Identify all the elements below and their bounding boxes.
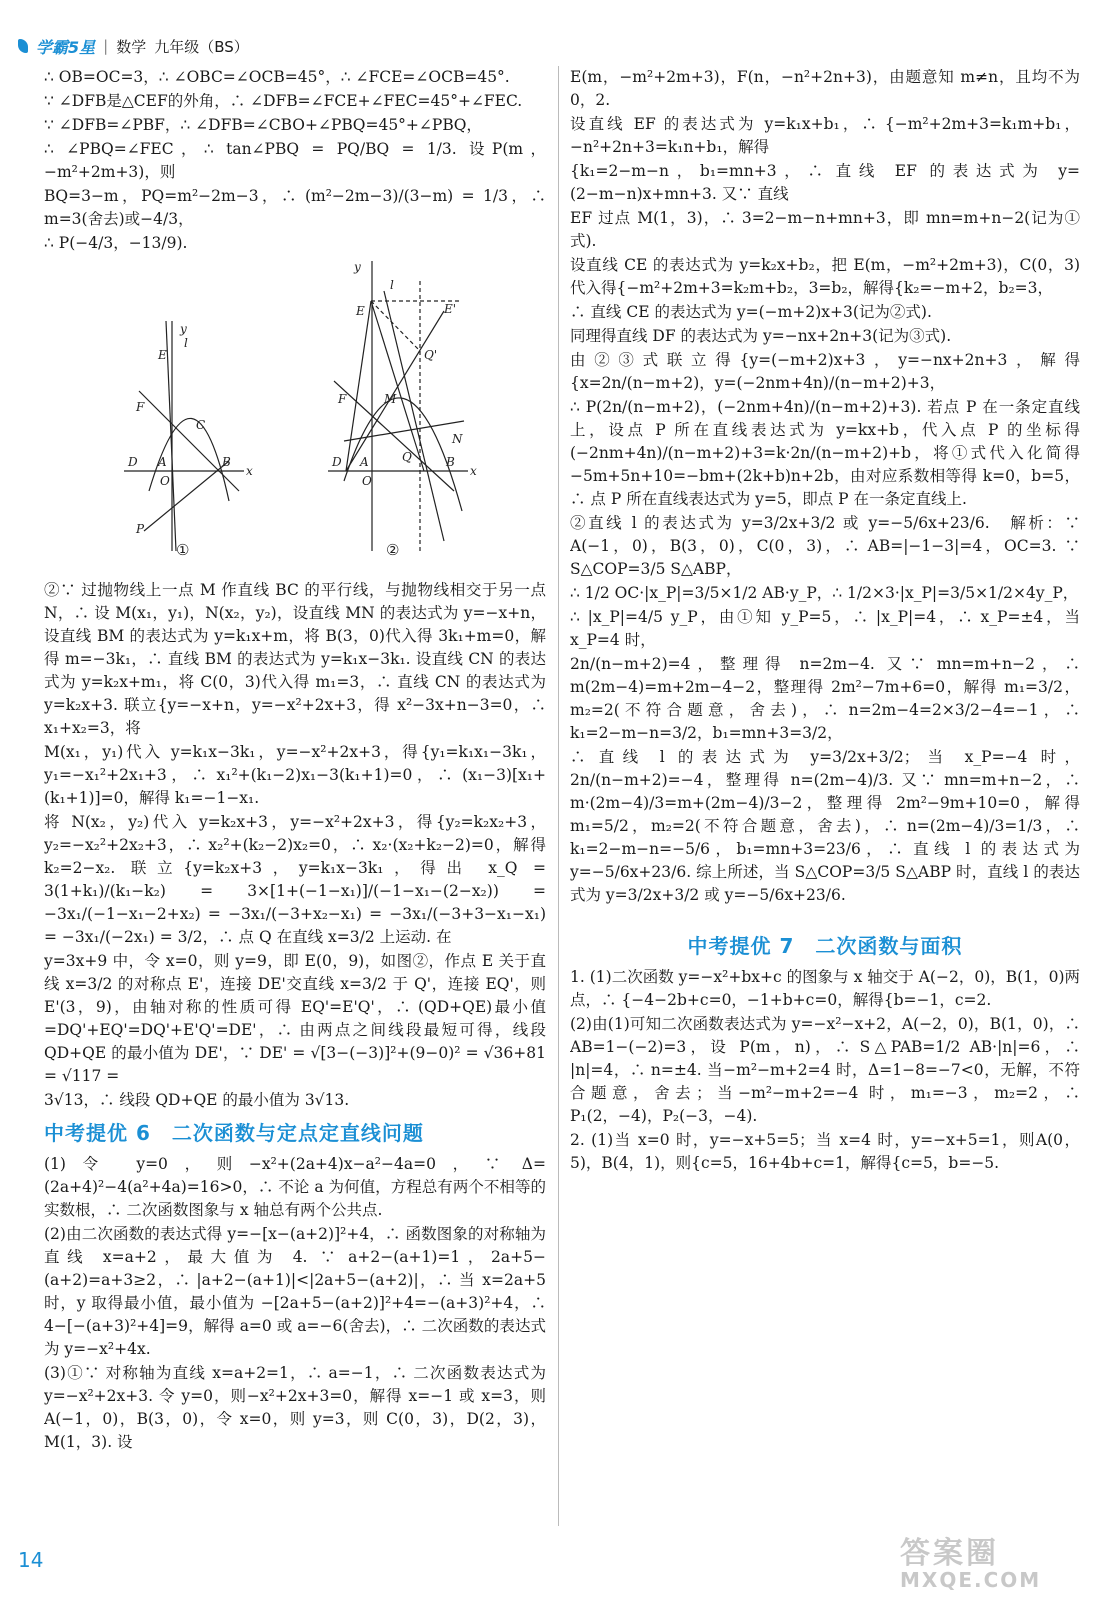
fig2-line-l — [384, 291, 444, 541]
section-7-para: (2)由(1)可知二次函数表达式为 y=−x²−x+2，A(−2，0)，B(1，0)，∴ AB=1−(−2)=3，设 P(m，n)，∴ S△PAB=1/2 AB·|n|=6，∴ |n|=4，∴ n=±4. 当−m²−m+2=4 时，Δ=1−8=−7<0，无解，不符合题意，舍去；当−m²−m+2=−4 时，m₁=−3，m₂=2，∴ P₁(2，−4)，P₂(−3，−4). — [570, 1015, 1080, 1125]
left-column — [44, 66, 546, 1526]
fig2-label: O — [362, 474, 372, 488]
fig2-label: y — [354, 261, 361, 274]
right-line: ∴ |x_P|=4/5 y_P，由①知 y_P=5，∴ |x_P|=4，∴ x_P=±4，当 x_P=4 时， — [570, 608, 1080, 649]
fig2-line — [344, 421, 464, 441]
section-6-para: (3)①∵ 对称轴为直线 x=a+2=1，∴ a=−1，∴ 二次函数表达式为 y=−x²+2x+3. 令 y=0，则−x²+2x+3=0，解得 x=−1 或 x=3，则 A(−1，0)，B(3，0)，令 x=0，则 y=3，则 C(0，3)，D(2，3)，M(1，3). 设 — [44, 1364, 546, 1451]
right-line: 同理得直线 DF 的表达式为 y=−nx+2n+3(记为③式). — [570, 327, 952, 345]
fig1-line-l — [166, 321, 176, 551]
column-divider — [558, 66, 559, 1526]
fig2-label: E' — [444, 302, 457, 316]
left-line: ∴ P(−4/3，−13/9). — [44, 234, 188, 252]
fig2-line — [346, 301, 371, 471]
right-column — [570, 66, 1080, 1526]
section-6-title: 中考提优 6 二次函数与定点定直线问题 — [44, 1121, 424, 1145]
right-line: EF 过点 M(1，3)，∴ 3=2−m−n+mn+3，即 mn=m+n−2(记为①式). — [570, 209, 1080, 250]
left-line: ∴ ∠PBQ=∠FEC，∴ tan∠PBQ = PQ/BQ = 1/3. 设P(m，−m²+2m+3)，则 — [44, 140, 546, 181]
figure-diagrams — [84, 261, 484, 561]
left-line: 3√13，∴ 线段 QD+QE 的最小值为 3√13. — [44, 1091, 350, 1109]
right-line: ∴ P(2n/(n−m+2)，(−2nm+4n)/(n−m+2)+3). 若点 P 在一条定直线上，设点 P 所在直线表达式为 y=kx+b，代入点 P 的坐标得 (−2nm+4n)/(n−m+2)+3=k·2n/(n−m+2)+b，将①式代入化简得−5m+5n+10=−bm+(2k+b)n+2b，由对应系数相等得 k=0，b=5，∴ 点 P 所在直线表达式为 y=5，即点 P 在一条定直线上. — [570, 398, 1080, 508]
left-line: BQ=3−m，PQ=m²−2m−3，∴ (m²−2m−3)/(3−m) = 1/3，∴ m=3(舍去)或−4/3， — [44, 187, 546, 228]
fig1-label: x — [246, 464, 253, 478]
fig1-label: O — [160, 474, 170, 488]
page-header — [18, 34, 249, 58]
fig1-label: C — [196, 418, 206, 432]
fig2-label: B — [446, 455, 455, 469]
fig1-caption: ① — [176, 541, 190, 559]
section-6-para: (1)令 y=0，则−x²+(2a+4)x−a²−4a=0，∵ Δ=(2a+4)²−4(a²+4a)=16>0，∴ 不论 a 为何值，方程总有两个不相等的实数根，∴ 二次函数图象与 x 轴总有两个公共点. — [44, 1155, 546, 1219]
fig1-label: F — [136, 400, 145, 414]
right-line: ∴ 直线 l 的表达式为 y=3/2x+3/2；当 x_P=−4 时，2n/(n−m+2)=−4，整理得 n=(2m−4)/3. 又∵ mn=m+n−2，∴ m·(2m−4)/3=m+(2m−4)/3−2，整理得 2m²−9m+10=0，解得 m₁=5/2，m₂=2(不符合题意，舍去)，∴ n=(2m−4)/3=1/3，∴ k₁=2−m−n=−5/6，b₁=mn+3=23/6，∴ 直线 l 的表达式为 y=−5/6x+23/6. 综上所述，当 S△COP=3/5 S△ABP 时，直线 l 的表达式为 y=3/2x+3/2 或 y=−5/6x+23/6. — [570, 748, 1080, 904]
right-line: ∴ 直线 CE 的表达式为 y=(−m+2)x+3(记为②式). — [570, 303, 932, 321]
figures — [44, 261, 546, 571]
left-line: ∴ OB=OC=3，∴ ∠OBC=∠OCB=45°，∴ ∠FCE=∠OCB=45°. — [44, 68, 510, 86]
fig1-label: A — [158, 455, 167, 469]
right-line: 由②③式联立得{y=(−m+2)x+3，y=−nx+2n+3，解得{x=2n/(n−m+2)，y=(−2nm+4n)/(n−m+2)+3， — [570, 351, 1080, 392]
right-line: E(m，−m²+2m+3)，F(n，−n²+2n+3)，由题意知 m≠n，且均不为 0，2. — [570, 68, 1080, 109]
fig2-label: Q — [402, 450, 412, 464]
left-line: M(x₁，y₁)代入 y=k₁x−3k₁，y=−x²+2x+3，得{y₁=k₁x₁−3k₁，y₁=−x₁²+2x₁+3，∴ x₁²+(k₁−2)x₁−3(k₁+1)=0，∴ (x₁−3)[x₁+(k₁+1)]=0，解得 k₁=−1−x₁. — [44, 743, 546, 807]
right-line: ②直线 l 的表达式为 y=3/2x+3/2 或 y=−5/6x+23/6. 解析：∵ A(−1，0)，B(3，0)，C(0，3)，∴ AB=|−1−3|=4，OC=3. ∵ S△COP=3/5 S△ABP， — [570, 514, 1080, 578]
watermark-top: 答案圈 — [900, 1536, 999, 1571]
brand-name: 学霸5星 — [36, 37, 96, 57]
fig1-label: B — [222, 455, 231, 469]
header-separator: | — [103, 37, 109, 55]
fig1-label: y — [180, 322, 187, 336]
fig1-label: l — [184, 336, 188, 350]
right-line: ∴ 1/2 OC·|x_P|=3/5×1/2 AB·y_P，∴ 1/2×3·|x_P|=3/5×1/2×4y_P， — [570, 584, 1079, 602]
section-7-title: 中考提优 7 二次函数与面积 — [687, 934, 963, 958]
left-line: 将 N(x₂，y₂)代入 y=k₂x+3，y=−x²+2x+3，得{y₂=k₂x₂+3，y₂=−x₂²+2x₂+3，∴ x₂²+(k₂−2)x₂=0，∴ x₂·(x₂+k₂−2)=0，解得 k₂=2−x₂. 联立{y=k₂x+3，y=k₁x−3k₁，得出 x_Q = 3(1+k₁)/(k₁−k₂) = 3×[1+(−1−x₁)]/(−1−x₁−(2−x₂)) = −3x₁/(−1−x₁−2+x₂) = −3x₁/(−3+x₂−x₁) = −3x₁/(−3+3−x₁−x₁) = −3x₁/(−2x₁) = 3/2，∴ 点 Q 在直线 x=3/2 上运动. 在 — [44, 813, 546, 946]
brand-logo-icon — [18, 39, 28, 53]
watermark-bottom: MXQE.COM — [900, 1568, 1042, 1592]
fig2-label: F — [338, 392, 347, 406]
fig2-label: Q' — [424, 348, 438, 362]
fig2-label: D — [332, 455, 342, 469]
fig2-label: l — [390, 278, 394, 292]
section-6-para: (2)由二次函数的表达式得 y=−[x−(a+2)]²+4，∴ 函数图象的对称轴为直线 x=a+2，最大值为 4. ∵ a+2−(a+1)=1，2a+5−(a+2)=a+3≥2，∴ |a+2−(a+1)|<|2a+5−(a+2)|，∴ 当 x=2a+5 时，y 取得最小值，最小值为 −[2a+5−(a+2)]²+4=−(a+3)²+4，∴ 4−[−(a+3)²+4]=9，解得 a=0 或 a=−6(舍去)，∴ 二次函数的表达式为 y=−x²+4x. — [44, 1225, 546, 1358]
left-line: ∵ ∠DFB=∠PBF，∴ ∠DFB=∠CBO+∠PBQ=45°+∠PBQ， — [44, 116, 482, 134]
page-number: 14 — [18, 1548, 44, 1572]
fig2-label: A — [360, 455, 369, 469]
fig2-label: M — [384, 392, 397, 406]
right-line: 设直线 CE 的表达式为 y=k₂x+b₂，把 E(m，−m²+2m+3)，C(0，3)代入得{−m²+2m+3=k₂m+b₂，3=b₂，解得{k₂=−m+2，b₂=3， — [570, 256, 1080, 297]
right-line: 2n/(n−m+2)=4，整理得 n=2m−4. 又∵ mn=m+n−2，∴ m(2m−4)=m+2m−4−2，整理得 2m²−7m+6=0，解得 m₁=3/2，m₂=2(不符合题意，舍去)，∴ n=2m−4=2×3/2−4=−1，∴ k₁=2−m−n=3/2，b₁=mn+3=3/2， — [570, 655, 1080, 742]
left-line: ∵ ∠DFB是△CEF的外角，∴ ∠DFB=∠FCE+∠FEC=45°+∠FEC. — [44, 92, 523, 110]
fig2-label: N — [452, 432, 463, 446]
section-7-para: 1. (1)二次函数 y=−x²+bx+c 的图象与 x 轴交于 A(−2，0)，B(1，0)两点，∴ {−4−2b+c=0，−1+b+c=0，解得{b=−1，c=2. — [570, 968, 1080, 1009]
left-line: ②∵ 过抛物线上一点 M 作直线 BC 的平行线，与抛物线相交于另一点 N，∴ 设 M(x₁，y₁)，N(x₂，y₂)，设直线 MN 的表达式为 y=−x+n，设直线 BM 的表达式为 y=k₁x+m，将 B(3，0)代入得 3k₁+m=0，解得 m=−3k₁，∴ 直线 BM 的表达式为 y=k₁x−3k₁. 设直线 CN 的表达式为 y=k₂x+m₁，将 C(0，3)代入得 m₁=3，∴ 直线 CN 的表达式为 y=k₂x+3. 联立{y=−x+n，y=−x²+2x+3，得 x²−3x+n−3=0，∴ x₁+x₂=3，将 — [44, 581, 546, 737]
right-line: 设直线 EF 的表达式为 y=k₁x+b₁，∴ {−m²+2m+3=k₁m+b₁，−n²+2n+3=k₁n+b₁，解得 — [570, 115, 1080, 156]
section-7-para: 2. (1)当 x=0 时，y=−x+5=5；当 x=4 时，y=−x+5=1，则A(0，5)，B(4，1)，则{c=5，16+4b+c=1，解得{c=5，b=−5. — [570, 1131, 1080, 1172]
subject: 数学 — [116, 37, 147, 56]
left-line: y=3x+9 中，令 x=0，则 y=9，即 E(0，9)，如图②，作点 E 关于直线 x=3/2 的对称点 E'，连接 DE'交直线 x=3/2 于 Q'，连接 EQ'，则 E'(3，9)，由轴对称的性质可得 EQ'=E'Q'，∴ (QD+QE)最小值=DQ'+EQ'=DQ'+E'Q'=DE'，∴ 由两点之间线段最短可得，线段 QD+QE 的最小值为 DE'，∵ DE' = √[3−(−3)]²+(9−0)² = √36+81 = √117 = — [44, 952, 546, 1085]
fig2-caption: ② — [386, 541, 400, 559]
fig1-label: D — [128, 455, 138, 469]
fig1-label: P — [136, 522, 145, 536]
watermark — [900, 1528, 1090, 1594]
right-line: {k₁=2−m−n，b₁=mn+3，∴ 直线 EF 的表达式为 y=(2−m−n)x+mn+3. 又∵ 直线 — [570, 162, 1080, 203]
fig2-label: E — [356, 304, 365, 318]
fig2-label: x — [470, 464, 477, 478]
grade: 九年级（BS） — [154, 37, 249, 56]
fig1-label: E — [158, 348, 167, 362]
